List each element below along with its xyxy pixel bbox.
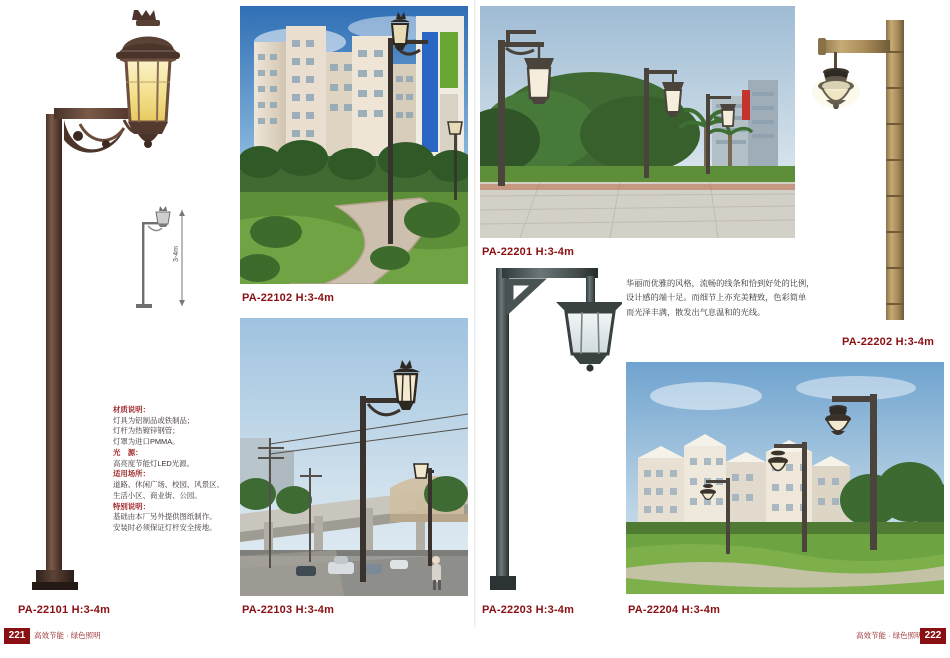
specs-title-source: 光 源： [113, 447, 143, 457]
specs-block [113, 405, 228, 534]
footer-slogan-left: 高效节能 · 绿色照明 [34, 631, 101, 640]
photo-pa-22201 [480, 6, 795, 238]
description-block [626, 277, 826, 320]
caption-pa-22202: PA-22202 H:3-4m [842, 336, 935, 348]
specs-line-2: 灯杆为热镀锌钢管； [113, 426, 180, 436]
specs-line-3: 灯罩为进口PMMA。 [113, 437, 180, 447]
specs-line-6: 生活小区、商业街、公园。 [113, 490, 202, 500]
photo-pa-22103 [240, 318, 468, 596]
specs-line-1: 灯具为铝制品或铁制品； [113, 415, 195, 425]
caption-pa-22203: PA-22203 H:3-4m [482, 604, 575, 616]
caption-pa-22201: PA-22201 H:3-4m [482, 246, 575, 258]
specs-title-usage: 适用场所： [113, 469, 150, 479]
product-panel-pa-22101 [0, 0, 232, 628]
drawing-pa-22203 [482, 258, 622, 598]
page-footer [0, 628, 950, 658]
photo-pa-22102 [240, 6, 468, 284]
footer-slogan-right: 高效节能 · 绿色照明 [856, 631, 923, 640]
caption-pa-22103: PA-22103 H:3-4m [242, 604, 335, 616]
description-line-2: 设计感的端十足。而细节上亦充美精致，色彩简单 [626, 293, 807, 303]
page-number-left: 221 [4, 628, 30, 644]
description-line-1: 华丽而优雅的风格，流畅的线条和恰到好处的比例， [626, 279, 815, 288]
photo-pa-22204 [626, 362, 944, 594]
specs-line-8: 安装时必须保证灯杆安全接地。 [113, 523, 217, 533]
page-number-right: 222 [920, 628, 946, 644]
svg-text:3-4m: 3-4m [173, 246, 180, 262]
specs-line-5: 道路、休闲广场、校园、风景区、 [113, 480, 224, 490]
specs-title-note: 特别说明： [113, 501, 150, 511]
caption-pa-22102: PA-22102 H:3-4m [242, 292, 335, 304]
description-line-3: 而光泽丰满，散发出气息温和的光线。 [626, 307, 766, 317]
page-gutter [474, 0, 476, 658]
specs-line-4: 高亮度节能灯LED光源。 [113, 458, 194, 468]
caption-pa-22204: PA-22204 H:3-4m [628, 604, 721, 616]
specs-title-material: 材质说明： [113, 405, 150, 414]
specs-line-7: 基础由本厂另外提供图纸制作。 [113, 512, 217, 522]
caption-pa-22101: PA-22101 H:3-4m [18, 604, 111, 616]
dimension-sketch-pa-22101 [126, 200, 196, 312]
photo-pa-22202 [806, 6, 946, 328]
